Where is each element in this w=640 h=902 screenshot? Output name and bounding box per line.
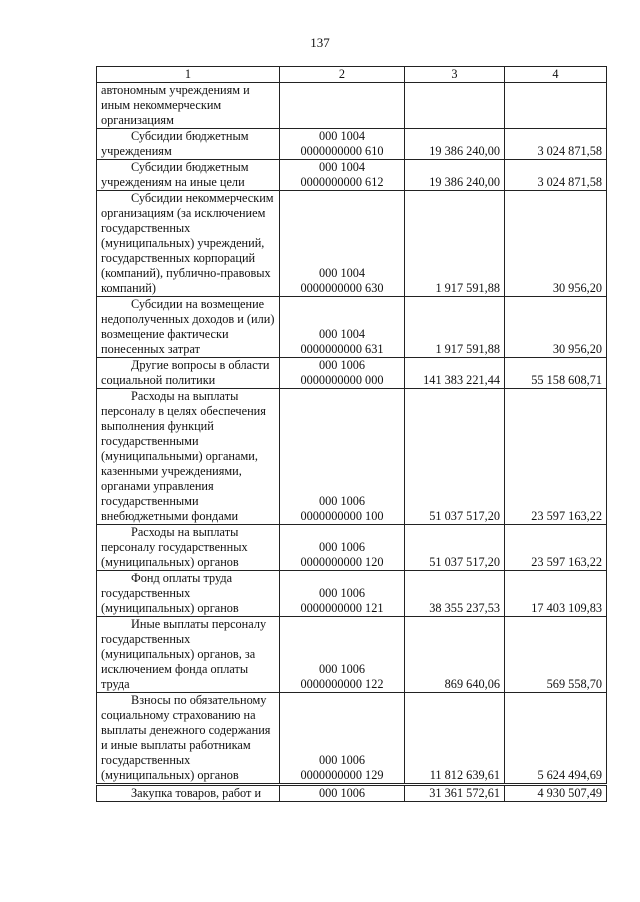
row-name-cell [97,525,280,571]
row-executed-value [505,83,607,129]
header-cell-1: 1 [97,67,280,83]
table-row [97,191,607,297]
row-name-cell [97,693,280,785]
row-name-cell [97,83,280,129]
row-name: Закупка товаров, работ и [131,786,262,800]
row-code-cell [280,83,405,129]
row-planned-value: 51 037 517,20 [405,389,505,525]
row-name: Расходы на выплаты персоналу в целях обеспечения выполнения функций государственными (муниципальными) органами, казенными учреждениями, органами управления государственными внебюджетными фондами [101,389,266,523]
row-executed-value: 55 158 608,71 [505,358,607,389]
header-cell-3: 3 [405,67,505,83]
row-code-article: 0000000000 630 [300,281,384,295]
row-planned-value: 31 361 572,61 [405,785,505,802]
row-name: Расходы на выплаты персоналу государственных (муниципальных) органов [101,525,248,569]
row-planned-value: 19 386 240,00 [405,129,505,160]
row-name-cell [97,389,280,525]
table-row [97,617,607,693]
row-executed-value: 30 956,20 [505,297,607,358]
row-planned-value: 869 640,06 [405,617,505,693]
row-name-cell [97,297,280,358]
row-name: Субсидии некоммерческим организациям (за исключением государственных (муниципальных) учреждений, государственных корпораций (компаний), публично-правовых компаний) [101,191,274,295]
row-code-cell [280,617,405,693]
row-name: Взносы по обязательному социальному страхованию на выплаты денежного содержания и иные выплаты работникам государственных (муниципальных) органов [101,693,271,782]
row-name: Фонд оплаты труда государственных (муниципальных) органов [101,571,239,615]
row-executed-value: 30 956,20 [505,191,607,297]
row-code-cell [280,693,405,785]
row-code-article: 0000000000 000 [300,373,384,387]
row-name: Иные выплаты персоналу государственных (муниципальных) органов, за исключением фонда оплаты труда [101,617,267,691]
row-code-cell [280,191,405,297]
row-name: автономным учреждениям и иным некоммерческим организациям [101,83,250,127]
row-code-section: 000 1006 [318,662,366,676]
row-name: Субсидии на возмещение недополученных доходов и (или) возмещение фактически понесенных затрат [101,297,275,356]
row-code-section: 000 1006 [318,358,366,372]
row-code-article: 0000000000 121 [300,601,384,615]
header-cell-4: 4 [505,67,607,83]
row-executed-value: 4 930 507,49 [505,785,607,802]
row-code-cell [280,160,405,191]
row-code-article: 0000000000 129 [300,768,384,782]
row-code-article: 0000000000 612 [300,175,384,189]
row-executed-value: 3 024 871,58 [505,129,607,160]
row-executed-value: 5 624 494,69 [505,693,607,785]
row-executed-value: 569 558,70 [505,617,607,693]
row-code-section: 000 1004 [318,266,366,280]
row-code-cell [280,297,405,358]
row-code-cell [280,358,405,389]
row-code-section: 000 1006 [318,786,366,800]
row-code-article: 0000000000 631 [300,342,384,356]
page-number: 137 [310,35,330,50]
row-code-cell [280,129,405,160]
row-planned-value: 38 355 237,53 [405,571,505,617]
row-code-section: 000 1006 [318,540,366,554]
row-name: Другие вопросы в области социальной политики [101,358,270,387]
table-row [97,693,607,785]
row-code-section: 000 1004 [318,129,366,143]
row-name: Субсидии бюджетным учреждениям на иные цели [101,160,249,189]
table-row [97,389,607,525]
row-name-cell [97,160,280,191]
table-row [97,297,607,358]
row-planned-value: 51 037 517,20 [405,525,505,571]
row-code-section: 000 1006 [318,494,366,508]
row-code-section: 000 1004 [318,160,366,174]
row-executed-value: 17 403 109,83 [505,571,607,617]
header-cell-2: 2 [280,67,405,83]
row-planned-value: 1 917 591,88 [405,297,505,358]
row-planned-value [405,83,505,129]
row-planned-value: 19 386 240,00 [405,160,505,191]
row-code-article: 0000000000 120 [300,555,384,569]
row-name-cell [97,617,280,693]
table-row [97,83,607,129]
row-code-cell [280,785,405,802]
row-code-section: 000 1006 [318,586,366,600]
row-executed-value: 23 597 163,22 [505,525,607,571]
row-name-cell [97,571,280,617]
table-row [97,129,607,160]
row-name-cell [97,129,280,160]
row-name-cell [97,191,280,297]
row-name-cell [97,785,280,802]
row-code-cell [280,571,405,617]
table-row [97,571,607,617]
table-row [97,525,607,571]
row-planned-value: 11 812 639,61 [405,693,505,785]
row-executed-value: 23 597 163,22 [505,389,607,525]
row-code-article: 0000000000 100 [300,509,384,523]
row-code-article: 0000000000 122 [300,677,384,691]
table-row [97,785,607,802]
row-planned-value: 141 383 221,44 [405,358,505,389]
row-name-cell [97,358,280,389]
row-code-article: 0000000000 610 [300,144,384,158]
budget-table [96,66,607,802]
row-planned-value: 1 917 591,88 [405,191,505,297]
row-code-cell [280,389,405,525]
header-row [97,67,607,83]
row-executed-value: 3 024 871,58 [505,160,607,191]
table-row [97,358,607,389]
row-name: Субсидии бюджетным учреждениям [101,129,249,158]
row-code-section: 000 1004 [318,327,366,341]
row-code-section: 000 1006 [318,753,366,767]
row-code-cell [280,525,405,571]
table-row [97,160,607,191]
